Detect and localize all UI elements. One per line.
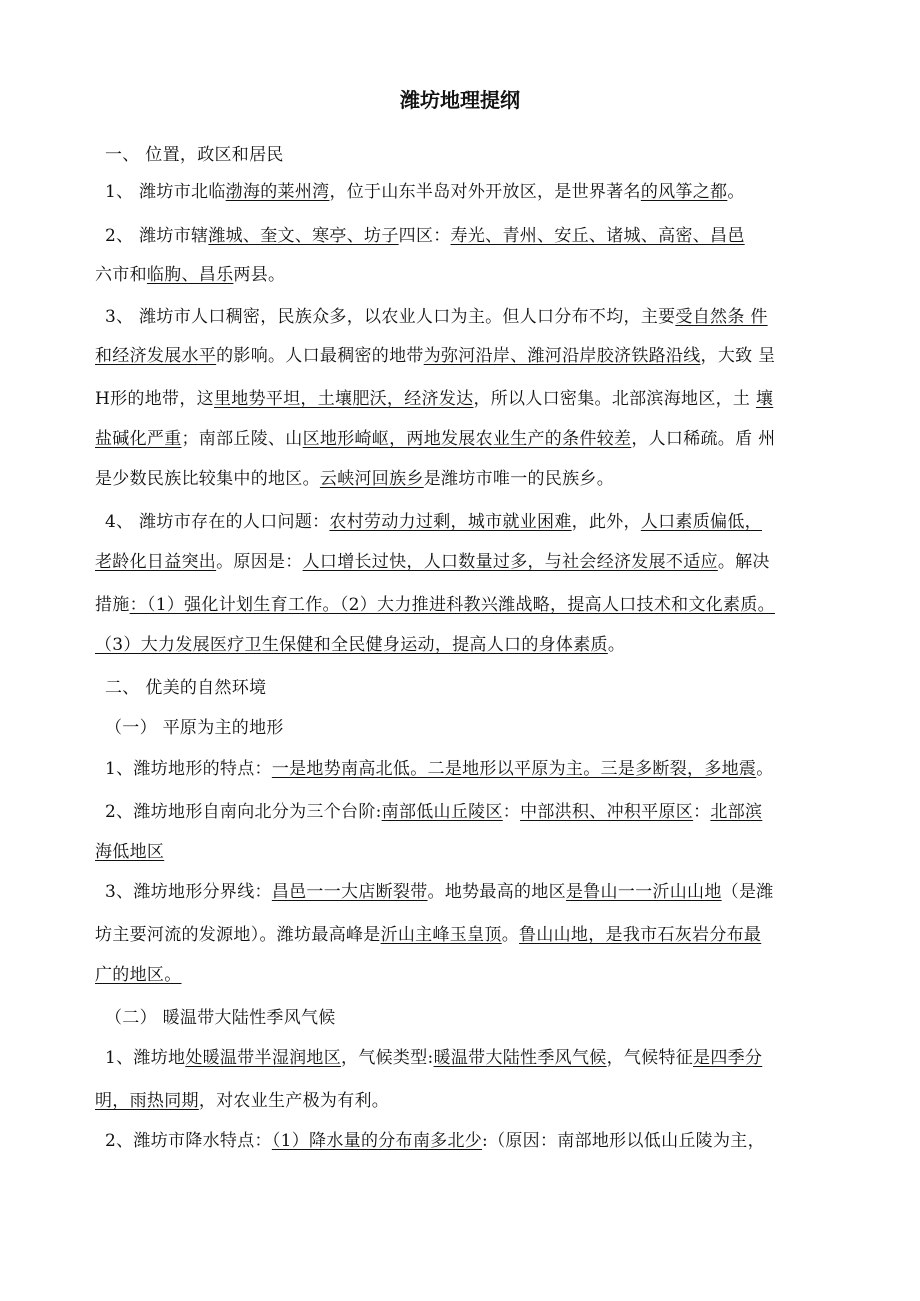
- underlined-text: 和经济发展水平: [95, 346, 217, 366]
- text-segment: （一） 平原为主的地形: [105, 718, 284, 738]
- text-segment: 。地势最高的地区: [427, 882, 566, 902]
- text-segment: 4、 潍坊市存在的人口问题：: [105, 512, 330, 532]
- text-line: [95, 305, 845, 329]
- text-segment: ，此外，: [571, 512, 641, 532]
- text-segment: 1、潍坊地形的特点：: [105, 759, 272, 779]
- underlined-text: 昌邑一一大店断裂带: [271, 882, 428, 902]
- underlined-text: 广的地区。: [95, 965, 182, 985]
- text-segment: 措施: [95, 595, 130, 615]
- underlined-text: 暖温带大陆性季风气候: [433, 1048, 607, 1068]
- underlined-text: 受自然条 件: [675, 307, 768, 327]
- text-segment: 3、 潍坊市人口稠密，民族众多，以农业人口为主。但人口分布不均，主要: [105, 307, 676, 327]
- text-segment: :（原因：南部地形以低山丘陵为主，: [482, 1131, 765, 1151]
- text-line: [95, 510, 845, 534]
- underlined-text: 的风筝之都: [640, 182, 728, 202]
- text-line: [95, 1006, 845, 1030]
- underlined-text: 是四季分: [693, 1048, 763, 1068]
- text-segment: 1、潍坊地: [105, 1048, 186, 1068]
- underlined-text: 处暖温带半湿润地区: [185, 1048, 342, 1068]
- text-segment: 四区：: [398, 226, 451, 246]
- underlined-text: 北部滨: [710, 802, 763, 822]
- document-title: 潍坊地理提纲: [400, 88, 520, 112]
- text-line: [95, 1089, 835, 1113]
- text-line: [95, 963, 835, 987]
- underlined-text: 人口素质偏低，: [640, 512, 762, 532]
- text-line: [95, 180, 845, 204]
- underlined-text: 明，雨热同期: [95, 1091, 199, 1111]
- underlined-text: 中部洪积、冲积平原区: [520, 802, 694, 822]
- underlined-text: 是鲁山一一沂山山地: [565, 882, 722, 902]
- text-segment: H形的地带，这: [95, 389, 214, 409]
- underlined-text: 为弥河沿岸、潍河沿岸胶济铁路沿线: [423, 346, 701, 366]
- underlined-text: 云峡河回族乡: [319, 469, 424, 489]
- text-line: [95, 676, 845, 700]
- underlined-text: （3）大力发展医疗卫生保健和全民健身运动，提高人口的身体素质: [95, 635, 608, 655]
- text-segment: 2、潍坊市降水特点：: [105, 1131, 272, 1151]
- underlined-text: 壤: [755, 389, 774, 409]
- text-segment: 两县。: [233, 265, 286, 285]
- text-segment: ，大致 呈: [700, 346, 776, 366]
- text-segment: ；南部丘陵、山: [181, 429, 303, 449]
- underlined-text: 一是地势南高北低。二是地形以平原为主。三是多断裂，多地震: [271, 759, 757, 779]
- text-segment: 。: [501, 925, 520, 945]
- text-segment: 一、 位置，政区和居民: [105, 145, 284, 165]
- text-segment: 是潍坊市唯一的民族乡。: [423, 469, 615, 489]
- underlined-text: 南部低山丘陵区: [381, 802, 503, 822]
- text-line: [95, 923, 835, 947]
- underlined-text: 里地势平坦，土壤肥沃，经济发达: [213, 389, 474, 409]
- text-segment: 1、 潍坊市北临: [105, 182, 226, 202]
- text-line: [95, 593, 835, 617]
- underlined-text: 鲁山山地，是我市石灰岩分布最: [519, 925, 762, 945]
- text-segment: 3、潍坊地形分界线：: [105, 882, 272, 902]
- text-segment: 。: [756, 759, 774, 779]
- text-line: [95, 716, 845, 740]
- underlined-text: 渤海的莱州湾: [225, 182, 330, 202]
- text-segment: ：: [693, 802, 711, 822]
- text-segment: （是潍: [721, 882, 774, 902]
- underlined-text: 海低地区: [95, 842, 165, 862]
- text-segment: 2、潍坊地形自南向北分为三个台阶:: [105, 802, 382, 822]
- text-line: [95, 633, 835, 657]
- underlined-text: 人口增长过快，人口数量过多，与社会经济发展不适应: [302, 552, 718, 572]
- text-line: [95, 143, 845, 167]
- text-segment: ，位于山东半岛对外开放区，是世界著名: [329, 182, 641, 202]
- text-line: [95, 1046, 845, 1070]
- text-segment: 六市和: [95, 265, 147, 285]
- underlined-text: 盐碱化严重: [95, 429, 182, 449]
- text-line: [95, 550, 835, 574]
- text-line: [95, 387, 835, 411]
- text-segment: 坊主要河流的发源地）。潍坊最高峰是: [95, 925, 381, 945]
- text-line: [95, 344, 835, 368]
- underlined-text: 农村劳动力过剩，城市就业困难: [329, 512, 572, 532]
- text-segment: 2、 潍坊市辖: [105, 226, 209, 246]
- text-segment: 。解决: [717, 552, 770, 572]
- text-segment: ，气候类型:: [341, 1048, 434, 1068]
- underlined-text: 潍城、奎文、寒亭、坊子: [208, 226, 399, 246]
- text-segment: 。: [727, 182, 745, 202]
- text-segment: ，所以人口密集。北部滨海地区，土: [473, 389, 756, 409]
- text-segment: 。: [607, 635, 626, 655]
- underlined-text: （1）降水量的分布南多北少: [271, 1131, 483, 1151]
- text-line: [95, 1129, 845, 1153]
- text-segment: 的影响。人口最稠密的地带: [216, 346, 424, 366]
- underlined-text: 沂山主峰玉皇顶: [380, 925, 502, 945]
- text-line: [95, 224, 845, 248]
- text-segment: ：: [502, 802, 521, 822]
- text-line: [95, 880, 845, 904]
- text-line: [95, 263, 835, 287]
- underlined-text: 区地形崎岖，两地发展农业生产的条件较差: [302, 429, 632, 449]
- text-line: [95, 427, 835, 451]
- text-segment: 是少数民族比较集中的地区。: [95, 469, 320, 489]
- text-segment: ，人口稀疏。盾 州: [631, 429, 776, 449]
- underlined-text: 临朐、昌乐: [146, 265, 234, 285]
- text-line: [95, 840, 835, 864]
- text-segment: ，气候特征: [606, 1048, 694, 1068]
- text-segment: ，对农业生产极为有利。: [198, 1091, 390, 1111]
- underlined-text: ：（1）强化计划生育工作。（2）大力推进科教兴潍战略，提高人口技术和文化素质。: [129, 595, 775, 615]
- text-segment: 二、 优美的自然环境: [105, 678, 267, 698]
- text-line: [95, 467, 835, 491]
- text-line: [95, 800, 845, 824]
- text-segment: （二） 暖温带大陆性季风气候: [105, 1008, 336, 1028]
- text-segment: 。原因是：: [216, 552, 303, 572]
- underlined-text: 寿光、青州、安丘、诸城、高密、昌邑: [450, 226, 745, 246]
- underlined-text: 老龄化日益突出: [95, 552, 217, 572]
- text-line: [95, 757, 845, 781]
